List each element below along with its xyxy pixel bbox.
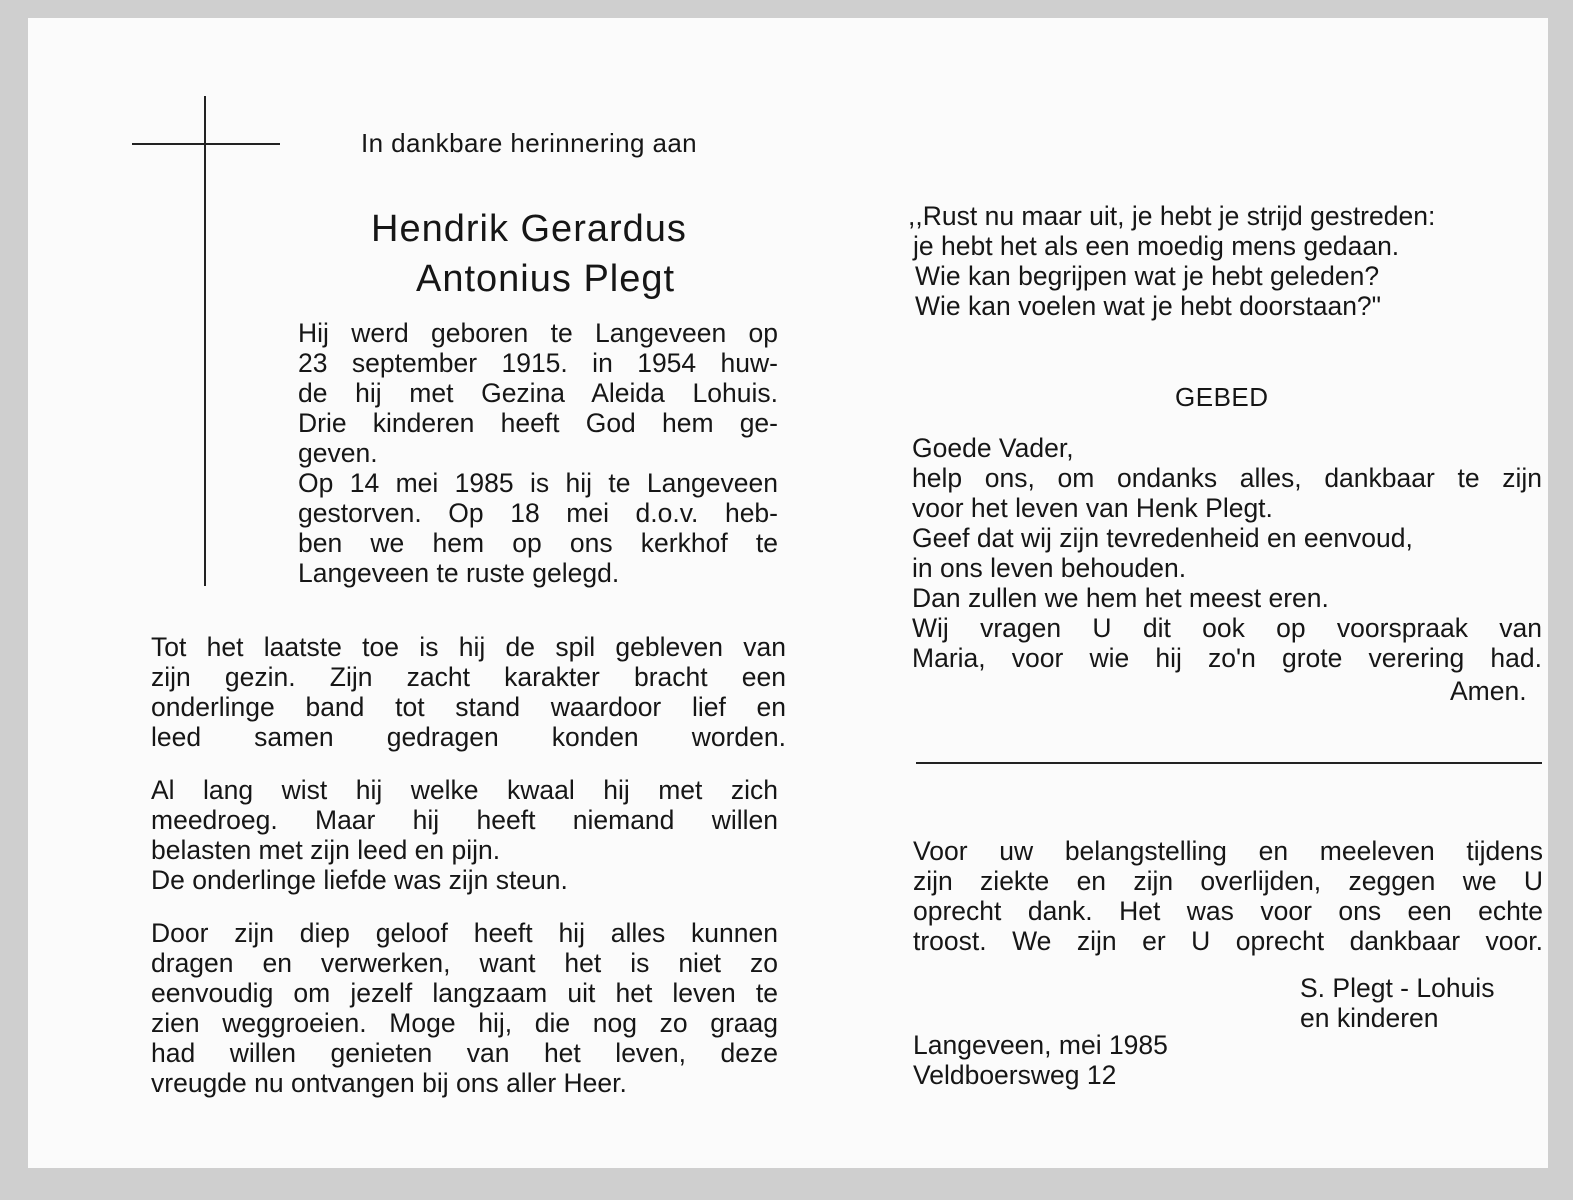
thanks-line: oprecht dank. Het was voor ons een echte bbox=[913, 896, 1543, 926]
bio-line: geven. bbox=[298, 438, 378, 468]
bio-line: 23 september 1915. in 1954 huw- bbox=[298, 348, 778, 378]
paragraph-line: De onderlinge liefde was zijn steun. bbox=[151, 865, 568, 895]
paragraph-line: dragen en verwerken, want het is niet zo bbox=[151, 948, 778, 978]
section-divider bbox=[916, 762, 1542, 764]
poem-quote bbox=[908, 201, 1548, 321]
paragraph-family bbox=[151, 632, 786, 752]
bio-line: ben we hem op ons kerkhof te bbox=[298, 528, 778, 558]
paragraph-line: eenvoudig om jezelf langzaam uit het leven te bbox=[151, 978, 778, 1008]
paragraph-line: zijn gezin. Zijn zacht karakter bracht een bbox=[151, 662, 786, 692]
paragraph-line: Tot het laatste toe is hij de spil gebleven van bbox=[151, 632, 786, 662]
deceased-name-line2: Antonius Plegt bbox=[416, 258, 676, 300]
paragraph-line: belasten met zijn leed en pijn. bbox=[151, 835, 501, 865]
paragraph-line: Al lang wist hij welke kwaal hij met zich bbox=[151, 775, 778, 805]
signature-line: en kinderen bbox=[1300, 1003, 1439, 1033]
paragraph-line: Door zijn diep geloof heeft hij alles kunnen bbox=[151, 918, 778, 948]
bio-line: Drie kinderen heeft God hem ge- bbox=[298, 408, 778, 438]
signature bbox=[1300, 973, 1494, 1033]
intro-text: In dankbare herinnering aan bbox=[361, 128, 698, 158]
quote-line: Wie kan voelen wat je hebt doorstaan?" bbox=[915, 291, 1382, 321]
bio-line: Op 14 mei 1985 is hij te Langeveen bbox=[298, 468, 778, 498]
prayer-line: Goede Vader, bbox=[912, 433, 1074, 463]
prayer-text bbox=[912, 433, 1542, 673]
thanks-line: Voor uw belangstelling en meeleven tijdens bbox=[913, 836, 1543, 866]
bio-line: de hij met Gezina Aleida Lohuis. bbox=[298, 378, 778, 408]
quote-line: ,,Rust nu maar uit, je hebt je strijd gestreden: bbox=[908, 201, 1436, 231]
prayer-title: GEBED bbox=[1175, 382, 1269, 412]
biography bbox=[298, 318, 778, 588]
paragraph-line: vreugde nu ontvangen bij ons aller Heer. bbox=[151, 1068, 627, 1098]
bio-line: Hij werd geboren te Langeveen op bbox=[298, 318, 778, 348]
bio-line: Langeveen te ruste gelegd. bbox=[298, 558, 620, 588]
place-and-address bbox=[913, 1030, 1168, 1090]
quote-line: Wie kan begrijpen wat je hebt geleden? bbox=[915, 261, 1380, 291]
place-date: Langeveen, mei 1985 bbox=[913, 1030, 1168, 1060]
deceased-name-line1: Hendrik Gerardus bbox=[371, 208, 687, 250]
paragraph-faith bbox=[151, 918, 778, 1098]
signature-line: S. Plegt - Lohuis bbox=[1300, 973, 1495, 1003]
prayer-line: help ons, om ondanks alles, dankbaar te zijn bbox=[912, 463, 1542, 493]
paragraph-line: zien weggroeien. Moge hij, die nog zo graag bbox=[151, 1008, 778, 1038]
paragraph-line: leed samen gedragen konden worden. bbox=[151, 722, 786, 752]
thanks-text bbox=[913, 836, 1543, 956]
prayer-line: Dan zullen we hem het meest eren. bbox=[912, 583, 1329, 613]
paragraph-illness bbox=[151, 775, 778, 895]
address: Veldboersweg 12 bbox=[913, 1060, 1117, 1090]
prayer-line: Geef dat wij zijn tevredenheid en eenvoud, bbox=[912, 523, 1413, 553]
prayer-line: voor het leven van Henk Plegt. bbox=[912, 493, 1273, 523]
prayer-line: in ons leven behouden. bbox=[912, 553, 1187, 583]
memorial-card bbox=[28, 18, 1548, 1168]
paragraph-line: had willen genieten van het leven, deze bbox=[151, 1038, 778, 1068]
paragraph-line: onderlinge band tot stand waardoor lief en bbox=[151, 692, 786, 722]
thanks-line: zijn ziekte en zijn overlijden, zeggen we U bbox=[913, 866, 1543, 896]
cross-icon bbox=[204, 96, 206, 586]
prayer-amen: Amen. bbox=[1450, 676, 1527, 706]
prayer-line: Wij vragen U dit ook op voorspraak van bbox=[912, 613, 1542, 643]
cross-icon-crossbar bbox=[132, 143, 280, 145]
paragraph-line: meedroeg. Maar hij heeft niemand willen bbox=[151, 805, 778, 835]
bio-line: gestorven. Op 18 mei d.o.v. heb- bbox=[298, 498, 778, 528]
quote-line: je hebt het als een moedig mens gedaan. bbox=[913, 231, 1400, 261]
thanks-line: troost. We zijn er U oprecht dankbaar voor. bbox=[913, 926, 1543, 956]
prayer-line: Maria, voor wie hij zo'n grote verering had. bbox=[912, 643, 1542, 673]
